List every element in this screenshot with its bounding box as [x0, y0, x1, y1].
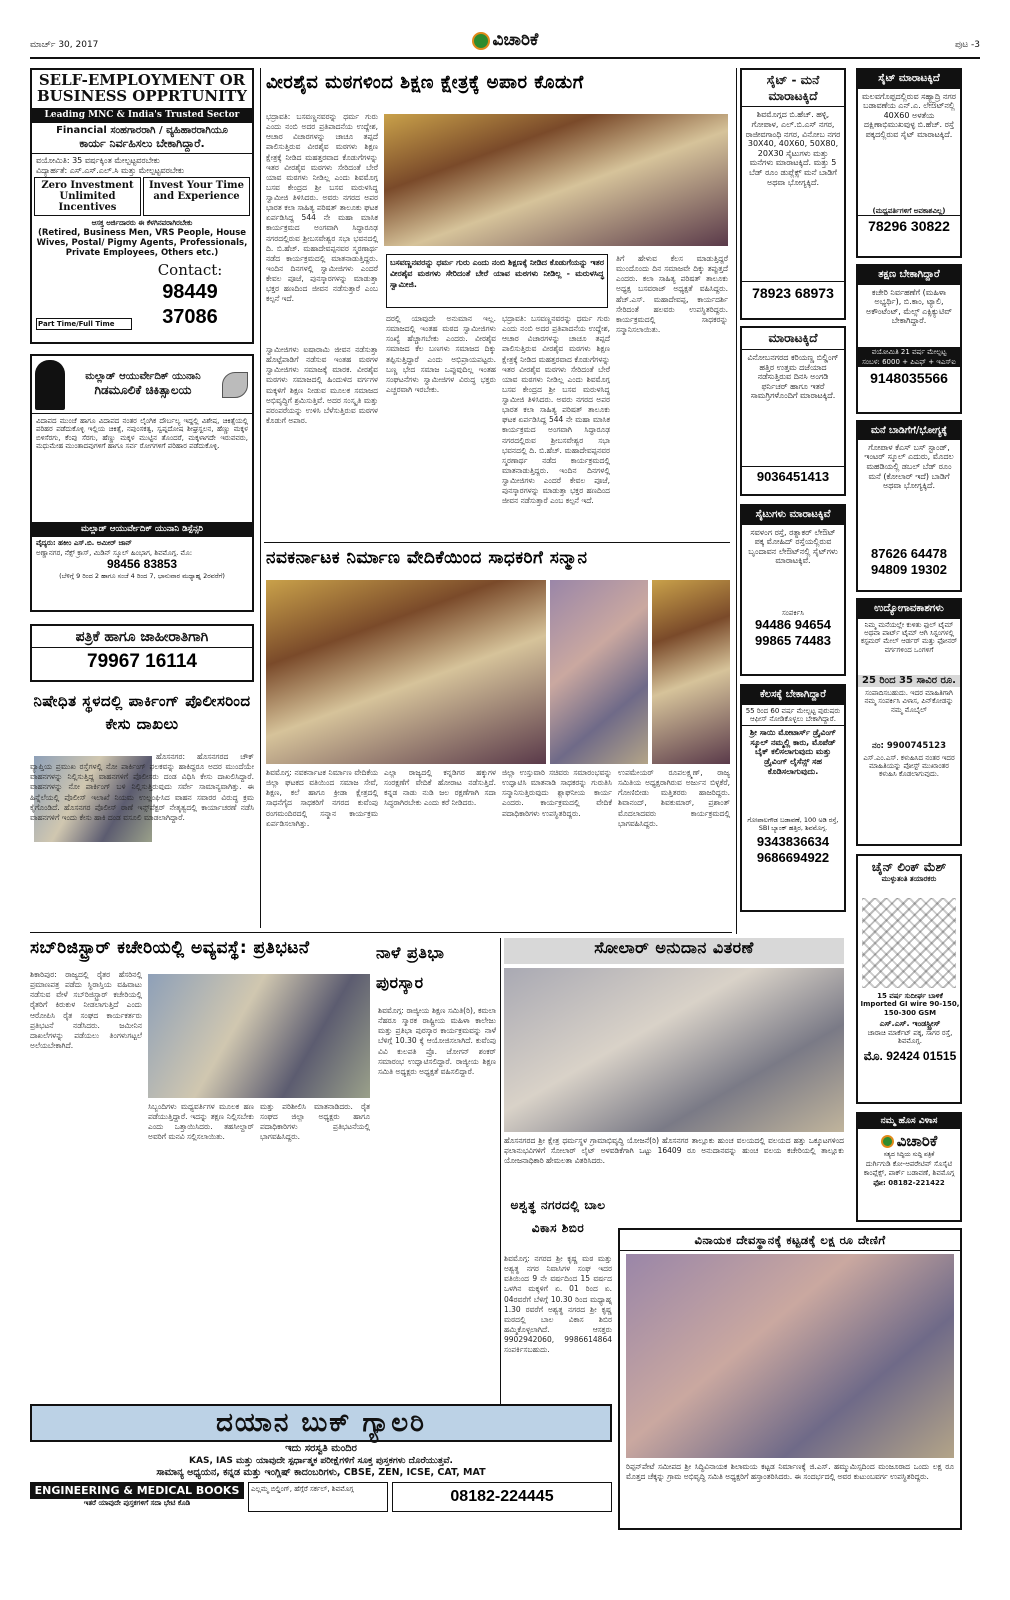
vinayaka-photo: [626, 1254, 954, 1458]
house-rent-phone2[interactable]: 94809 19302: [871, 562, 947, 578]
ayurveda-body: ವಿದಾಪದ ಮುಂಚೆ ಹಾಗೂ ವಿದಾಪದ ನಂತರ ಲೈಂಗಿಕ ದೌರ್ಬಲ್ಯ ಇದ್ದಲ್ಲಿ ವಿಶೇಷ, ಚಿಕಿತ್ಸೆಯಲ್ಲಿ ಪರಿಹರ ಪಡೆದುಕೊಳ್ಳಿ ಇಲ್ಲಿಯ ಚಿಕಿತ್ಸೆ, ನಪುಂಸಕತ್ವ, ಸ್ವಪ್ನದೋಷ ಶೀಘ್ರಸ್ಖಲನ, ಹೆಣ್ಣು ಮಕ್ಕಳ ಬಿಳಿಸೆರಗು, ಕೆಂಪು ಸೆರಗು, ಹೆಣ್ಣು ಮಕ್ಕಳ ಮುಟ್ಟಿನ ತೊಂದರೆ, ಮಕ್ಕಳಾಗದೇ ಇರುವವರು, ಮಧುಮೇಹ ಮುಂತಾದವುಗಳಿಗೆ ಹಾಗೂ ಸರ್ವ ರೋಗಗಳಿಗೆ ಪರಿಹಾರ ಪಡೆದುಕೊಳ್ಳಿ.: [36, 417, 248, 451]
patrike-phone[interactable]: 79967 16114: [87, 650, 197, 672]
vinayaka-caption: ರಿಪ್ಪನ್‌ಪೇಟೆ ಸಮೀಪದ ಶ್ರೀ ಸಿದ್ಧಿವಿನಾಯಕ ಶಿಲಾಮಯ ಕಟ್ಟಡ ನಿರ್ಮಾಣಕ್ಕೆ ಜಿ.ಎಸ್. ಹಮ್ಮುಮಿಸ್ಸದಿಂದ ಮಂಜೂರಾದ ಒಂದು ಲಕ್ಷ ರೂ ಮೊತ್ತದ ಚೆಕ್ಕನ್ನು ಗ್ರಾಮ ಅಭಿವೃದ್ಧಿ ಸಮಿತಿ ಅಧ್ಯಕ್ಷರಿಗೆ ಹಸ್ತಾಂತರಿಸಿದರು. ಈ ಸಂದರ್ಭದಲ್ಲಿ ಅವರ ಕುಟುಂಬವರ್ಗ ಉಪಸ್ಥಿತರಿದ್ದರು.: [626, 1462, 954, 1481]
site-house-sale-phone[interactable]: 78923 68973: [742, 281, 844, 303]
column-rule-2: [736, 68, 737, 934]
driving-school-address: ಗೋಪಾಲಗೌಡ ಬಡಾವಣೆ, 100 ಅಡಿ ರಸ್ತೆ, SBI ಬ್ಯಾಂಕ್ ಹತ್ತಿರ, ಶಿವಮೊಗ್ಗ.: [747, 816, 839, 833]
column-rule-3: [500, 938, 501, 1408]
chain-link-subtitle: ಮುಳ್ಳುತಂತಿ ತಯಾರಕರು: [881, 875, 937, 883]
shop-sale-phone[interactable]: 9036451413: [742, 466, 844, 485]
self-employment-ad: [30, 68, 254, 344]
self-employment-line2: ಕಾರ್ಯ ನಿರ್ವಹಿಸಲು ಬೇಕಾಗಿದ್ದಾರೆ.: [79, 137, 205, 151]
urgent-wanted-salary: ಸಂಬಳ: 6000 + ಪಿಎಫ್ + ಇಎಸ್‌ಐ: [858, 357, 960, 367]
veerashaiva-col2: ದರಲ್ಲಿ ಯಾವುದೇ ಅನುಮಾನ ಇಲ್ಲ. ಸಮಾಜದಲ್ಲಿ ಇಂತಹ ಮಠದ ಸ್ವಾಮೀಜಿಗಳು ಸಂಖ್ಯೆ ಹೆಚ್ಚಾಗಬೇಕು ಎಂದರು. ವೀರಶೈವ ಸಮಾಜದ ಕೆಲ ಬಣಗಳು ಸಮಾಜದ ದಿಕ್ಕು ತಪ್ಪಿಸುತ್ತಿದ್ದಾರೆ ಎಂದು ಅಭಿಪ್ರಾಯಪಟ್ಟರು. ಬಣ್ಣ ಭೇದ ಸಮಾಜ ಒಪ್ಪುವುದಿಲ್ಲ ಇಂತಹ ಸಂಘಟನೆಗಳು ಸ್ವಾಮೀಜಿಗಳ ವಿರುದ್ಧ ಭಕ್ತರು ಎಚ್ಚರವಾಗಿ ಇರಬೇಕು.: [386, 314, 496, 394]
ayurveda-doctor: ವೈದ್ಯರು: ಹಕೀಂ ಎಸ್.ಬಿ. ಅಮೀರ್ ಜಾನ್: [36, 538, 132, 547]
sites-sale-contact: ಸಂಪರ್ಕಿಸಿ: [782, 608, 804, 617]
self-employment-age: ವಯೋಮಿತಿ: 35 ವರ್ಷಕ್ಕಿಂತ ಮೇಲ್ಪಟ್ಟವರಬೇಕು: [32, 153, 252, 166]
driving-school-phone1[interactable]: 9343836634: [756, 833, 830, 849]
section-rule-2: [30, 932, 732, 933]
contact-label: Contact:: [157, 261, 223, 280]
job-opportunities-salary: 25 ರಿಂದ 35 ಸಾವಿರ ರೂ.: [858, 675, 960, 688]
chain-mesh-image: [862, 898, 956, 988]
page-number: ಪುಟ -3: [954, 40, 980, 50]
part-time-label: Part Time/Full Time: [36, 318, 132, 330]
solar-photo: [504, 968, 844, 1132]
driving-school-phone2[interactable]: 9686694922: [756, 850, 830, 866]
new-address-title: ನಮ್ಮ ಹೊಸ ವಿಳಾಸ: [858, 1114, 960, 1129]
invest-time-box: Invest Your Time and Experience: [143, 177, 250, 216]
solar-headline: ಸೋಲಾರ್ ಅನುದಾನ ವಿತರಣೆ: [504, 938, 844, 964]
ayurveda-address: ಅಣ್ಣಾನಗರ, ನೆಕ್ಸ್ ಕ್ರಾಸ್, ಮಿಡಿನ್ ಸ್ಕೂಲ್ ಹಿಂಭಾಗ, ಶಿವಮೊಗ್ಗ. ಮೊ:: [36, 549, 193, 558]
engineering-block: [30, 1482, 244, 1512]
navakarnataka-col2: ಎಲ್ಲಾ ರಾಜ್ಯದಲ್ಲಿ ಕನ್ನಡಿಗರ ಹಕ್ಕುಗಳ ಸಂರಕ್ಷಣೆಗೆ ವೇದಿಕೆ ಹೋರಾಟ ನಡೆಸುತ್ತಿದೆ. ಕನ್ನಡ ನಾಡು ನುಡಿ ಜಲ ರಕ್ಷಣೆಗಾಗಿ ಸದಾ ಸಿದ್ಧರಾಗಿರಬೇಕು ಎಂದು ಕರೆ ನೀಡಿದರು.: [384, 768, 496, 808]
ashwattha-headline: ಅಶ್ವತ್ಥ ನಗರದಲ್ಲಿ ಬಾಲ ವಿಕಾಸ ಶಿಬಿರ: [510, 1198, 606, 1235]
vinayaka-story: [618, 1228, 962, 1530]
book-gallery-address: ಎಲ್ಲಮ್ಮ ಬಿಲ್ಡಿಂಗ್, ಹೆಗ್ಗೆರೆ ಸರ್ಕಲ್, ಶಿವಮೊಗ್ಗ: [248, 1482, 388, 1512]
vinayaka-headline: ವಿನಾಯಕ ದೇವಸ್ಥಾನಕ್ಕೆ ಕಟ್ಟಡಕ್ಕೆ ಲಕ್ಷ ರೂ ದೇಣಿಗೆ: [620, 1230, 960, 1251]
urgent-wanted-title: ತಕ್ಷಣ ಬೇಕಾಗಿದ್ದಾರೆ: [858, 266, 960, 285]
job-opportunities-body: ನಿಮ್ಮ ಮನೆಯಲ್ಲೇ ಕುಳಿತು ಫುಲ್ ಟೈಮ್ ಅಥವಾ ಪಾರ್ಟ್ ಟೈಮ್ ಆಗಿ ಸಿಸ್ಟಂಗಳಲ್ಲಿ ಕಸ್ಟಮರ್ ಮೇಲ್ ಆರ್ಡರ್ ಮತ್ತು ಫೋನರ್ ವರ್ಗಗಳಿಂದ ಒಂಗಳಿಗೆ: [860, 620, 958, 654]
chain-link-maker: ಎಸ್.ಎಸ್. ಇಂಡಸ್ಟ್ರೀಸ್: [879, 1019, 941, 1029]
chain-link-ad: [856, 854, 962, 1104]
urgent-wanted-ad: [856, 264, 962, 414]
urgent-wanted-body: ಕಚೇರಿ ನಿರ್ವಹಣೆಗೆ (ಮಹಿಳಾ ಅಭ್ಯರ್ಥಿ), ಬಿ.ಕಾಂ, ಟ್ಯಾಲಿ, ಅಕೌಂಟೆಂಟ್, ಮೆಲ್ಸ್ ಎಕ್ಸಿಕ್ಯುಟಿವ್ ಬೇಕಾಗಿದ್ದಾರೆ.: [865, 287, 953, 326]
veerashaiva-col3-text: ಭದ್ರಾವತಿ: ಬಸವಣ್ಣನವರನ್ನು ಧರ್ಮ ಗುರು ಎಂದು ನಂಬಿ ಅದರ ಪ್ರತಿಪಾದನೆಯ ಉದ್ದೇಶ, ಆಚಾರ ವಿಚಾರಗಳನ್ನು ಚಾಚೂ ತಪ್ಪದೆ ಪಾಲಿಸುತ್ತಿರುವ ವೀರಶೈವ ಮಠಗಳು ಶಿಕ್ಷಣ ಕ್ಷೇತ್ರಕ್ಕೆ ನೀಡಿದ ಮಹತ್ತರವಾದ ಕೊಡುಗೆಗಳನ್ನು ಇತರ ವೀರಶೈವ ಮಠಗಳು ಸೇರಿದಂತೆ ಬೇರೆ ಯಾವ ಮಠಗಳು ನೀಡಿಲ್ಲ ಎಂದು ಶಿವಮೊಗ್ಗ ಬಸವ ಕೇಂದ್ರದ ಶ್ರೀ ಬಸವ ಮರುಳಸಿದ್ಧ ಸ್ವಾಮೀಜಿ ತಿಳಿಸಿದರು. ಅವರು ನಗರದ ಅಪರ ಭಾರತ ಕಲಾ ಸಾಹಿತ್ಯ ಪರಿಷತ್ ತಾಲೂಕು ಘಟಕ ಏರ್ಪಡಿಸಿದ್ದ 544 ನೇ ಮಹಾ ಮಾಸಿಕ ಕಾರ್ಯಕ್ರಮದ ಅಂಗವಾಗಿ ಸಿದ್ಧಾರೂಢ ನಗರದಲ್ಲಿರುವ ಶ್ರೀಬಸವೇಶ್ವರ ಸಭಾ ಭವನದಲ್ಲಿ ದಿ. ಬಿ.ಹೆಚ್. ಮಹಾದೇವಪ್ಪನವರ ಸ್ಮರಣಾರ್ಥ ನಡೆದ ಕಾರ್ಯಕ್ರಮದಲ್ಲಿ ಮಾತನಾಡುತ್ತಿದ್ದರು. ಇಂದಿನ ದಿನಗಳಲ್ಲಿ ಸ್ವಾಮೀಜಿಗಳು ಎಂದರೆ ಕೇವಲ ಪೂಜೆ, ಪುನಸ್ಕಾರಗಳನ್ನು ಮಾಡುತ್ತಾ ಭಕ್ತರ ಹಣದಿಂದ ಜೀವನ ನಡೆಸುತ್ತಾರೆ ಎಂಬ ಕಲ್ಪನೆ ಇದೆ.: [502, 314, 610, 506]
veerashaiva-caption: ಬಸವಣ್ಣನವರನ್ನು ಧರ್ಮ ಗುರು ಎಂದು ನಂಬಿ ಶಿಕ್ಷಣಕ್ಕೆ ನೀಡಿದ ಕೊಡುಗೆಯನ್ನು ಇತರ ವೀರಶೈವ ಮಠಗಳು ಸೇರಿದಂತೆ ಬೇರೆ ಯಾವ ಮಠಗಳು ನೀಡಿಲ್ಲ - ಮರುಳಸಿದ್ಧ ಸ್ವಾಮೀಜಿ.: [386, 254, 608, 308]
chain-link-spec2: Imported GI wire 90-150, 150-300 GSM: [860, 1000, 960, 1017]
job-opportunities-title: ಉದ್ಯೋಗಾವಕಾಶಗಳು: [858, 600, 960, 619]
urgent-wanted-age: ವಯೋಮಿತಿ 21 ವರ್ಷ ಮೇಲ್ಪಟ್ಟ: [858, 347, 960, 357]
veerashaiva-headline: ವೀರಶೈವ ಮಠಗಳಿಂದ ಶಿಕ್ಷಣ ಕ್ಷೇತ್ರಕ್ಕೆ ಅಪಾರ ಕೊಡುಗೆ: [266, 72, 584, 93]
leaf-icon: [222, 372, 248, 398]
book-gallery-line2: ಸಾಮಾನ್ಯ ಅಧ್ಯಯನ, ಕನ್ನಡ ಮತ್ತು ಇಂಗ್ಲಿಷ್ ಕಾದಂಬರಿಗಳು, CBSE, ZEN, ICSE, CAT, MAT: [156, 1466, 486, 1478]
engineering-books-label: ENGINEERING & MEDICAL BOOKS: [30, 1482, 244, 1500]
subregistrar-photo: [148, 974, 370, 1098]
sites-sale-ad: [740, 504, 846, 676]
subregistrar-col2: ಸಿಬ್ಬಂದಿಗಳು ಮಧ್ಯವರ್ತಿಗಳ ಮೂಲಕ ಹಣ ಪಡೆಯುತ್ತಿದ್ದಾರೆ. ಇದನ್ನು ತಕ್ಷಣ ನಿಲ್ಲಿಸಬೇಕು ಎಂದು ಒತ್ತಾಯಿಸಿದರು. ತಹಸೀಲ್ದಾರ್ ಅವರಿಗೆ ಮನವಿ ಸಲ್ಲಿಸಲಾಯಿತು.: [148, 1102, 254, 1142]
job-wanted-title: ಕೆಲಸಕ್ಕೆ ಬೇಕಾಗಿದ್ದಾರೆ: [742, 686, 844, 705]
ayurveda-dispensary: ಮಲ್ಲಾಡ್ ಆಯುರ್ವೇದಿಕ್ ಯುನಾನಿ ಡಿಸ್ಪೆನ್ಸರಿ: [32, 522, 252, 537]
house-rent-title: ಮನೆ ಬಾಡಿಗೆಗೆ/ಭೋಗ್ಯಕ್ಕೆ: [858, 422, 960, 440]
sites-sale-phone2[interactable]: 99865 74483: [755, 633, 831, 649]
job-opportunities-body2: ಸಂಪಾದಿಸಬಹುದು. ಇದರ ಮಾಹಿತಿಗಾಗಿ ನಮ್ಮ ಸಂಪರ್ಕಿಸಿ ವಿಳಾಸ, ಪಿನ್‌ಕೋಡನ್ನು ನಮ್ಮ ಮೊಬೈಲ್: [864, 689, 954, 714]
patrike-ad: [30, 624, 254, 682]
veerashaiva-col4: ತಿಗೆ ಹೇಳುವ ಕೆಲಸ ಮಾಡುತ್ತಿದ್ದರೆ ಮುಂದೊಂದು ದಿನ ಸಮಾಜವೇ ದಿಕ್ಕು ತಪ್ಪುತ್ತದೆ ಎಂದರು. ಕಲಾ ಸಾಹಿತ್ಯ ಪರಿಷತ್ ತಾಲೂಕು ಅಧ್ಯಕ್ಷ ಬಸವರಾಜ್ ಅಧ್ಯಕ್ಷತೆ ವಹಿಸಿದ್ದರು. ಹೆಚ್.ಎಸ್. ಮಹಾದೇವಪ್ಪ, ಕಾರ್ಯದರ್ಶಿ ಸೇರಿದಂತೆ ಹಲವರು ಉಪಸ್ಥಿತರಿದ್ದರು. ಕಾರ್ಯಕ್ರಮದಲ್ಲಿ ಸಾಧಕರನ್ನು ಸನ್ಮಾನಿಸಲಾಯಿತು.: [616, 254, 728, 334]
pratibha-body: ಶಿವಮೊಗ್ಗ: ರಾಜ್ಯೀಯ ಶಿಕ್ಷಣ ಸಮಿತಿ(ರಿ), ಕಮಲಾ ನೆಹರೂ ಸ್ಮಾರಕ ರಾಷ್ಟ್ರೀಯ ಮಹಿಳಾ ಕಾಲೇಜು ಮತ್ತು ಪ್ರತಿಭಾ ಪುರಸ್ಕಾರ ಕಾರ್ಯಕ್ರಮವನ್ನು ನಾಳೆ ಬೆಳಿಗ್ಗೆ 10.30 ಕ್ಕೆ ಆಯೋಜಿಸಲಾಗಿದೆ. ಕುವೆಂಪು ವಿವಿ ಕುಲಪತಿ ಪ್ರೊ. ಜೋಗನ್ ಶಂಕರ್ ಸಮಾರಂಭ ಉದ್ಘಾಟಿಸಲಿದ್ದಾರೆ. ರಾಜ್ಯೀಯ ಶಿಕ್ಷಣ ಸಮಿತಿ ಅಧ್ಯಕ್ಷರು ಅಧ್ಯಕ್ಷತೆ ವಹಿಸಲಿದ್ದಾರೆ.: [378, 1006, 496, 1076]
veerashaiva-photo: [384, 114, 728, 246]
masthead-title: ವಿಚಾರಿಕೆ: [492, 30, 539, 50]
veerashaiva-col3: [502, 314, 610, 540]
issue-date: ಮಾರ್ಚ್ 30, 2017: [30, 40, 99, 50]
urgent-wanted-phone[interactable]: 9148035566: [870, 370, 948, 387]
navakarnataka-photo-2: [550, 580, 648, 764]
self-employment-phone[interactable]: 98449 37086: [162, 280, 218, 328]
parking-headline: ನಿಷೇಧಿತ ಸ್ಥಳದಲ್ಲಿ ಪಾರ್ಕಿಂಗ್ ಪೊಲೀಸರಿಂದ ಕೇಸು ದಾಖಲು: [33, 692, 251, 734]
ayurveda-phone[interactable]: 98456 83853: [106, 557, 178, 572]
book-gallery-phone[interactable]: 08182-224445: [392, 1482, 612, 1512]
site-house-sale-ad: [740, 68, 846, 320]
engineering-books-sub: ಇತರೆ ಯಾವುದೇ ಪುಸ್ತಕಗಳಿಗೆ ಸದಾ ಭೇಟಿ ಕೊಡಿ: [83, 1499, 191, 1508]
ayurveda-subtitle: ಗಿಡಮೂಲಿಕೆ ಚಿಕಿತ್ಸಾಲಯ: [94, 383, 192, 398]
ayurveda-title: ಮಲ್ಲಾಡ್ ಆಯುರ್ವೇದಿಕ್ ಯುನಾನಿ: [85, 370, 201, 382]
navakarnataka-col4: ಉಪಮೇಯರ್ ರೂಪಲಕ್ಷ್ಮಣ್, ರಾಜ್ಯ ಸಮಿತಿಯ ಅಧ್ಯಕ್ಷರಾಗಿರುವ ಅರ್ಜುನ ಬಿಳ್ಳಕೆರೆ, ಗೋಣಿಬೀಡು ಮತ್ತಿತರರು ಹಾಜರಿದ್ದರು. ಶಿವಾನಂದ್, ಶಿವಕುಮಾರ್, ಪ್ರಶಾಂತ್ ಮೊದಲಾದವರು ಕಾರ್ಯಕ್ರಮದಲ್ಲಿ ಭಾಗವಹಿಸಿದ್ದರು.: [618, 768, 730, 828]
navakarnataka-headline: ನವಕರ್ನಾಟಕ ನಿರ್ಮಾಣ ವೇದಿಕೆಯಿಂದ ಸಾಧಕರಿಗೆ ಸನ್ಮಾನ: [266, 548, 588, 568]
vicharike-logo-icon: [881, 1135, 894, 1148]
vicharike-sub: ಸತ್ಯದ ಸಿದ್ಧಿಯ ಸುದ್ದಿ ಪತ್ರಿಕೆ: [883, 1151, 935, 1158]
sites-sale-body: ಸವಳಂಗ ರಸ್ತೆ, ರತ್ನಾಕರ್ ಲೇಔಟ್ ಪಕ್ಕ ಮೋಹಿದ್ ರಸ್ತೆಯಲ್ಲಿರುವ ಬೃಂದಾವನ ಲೇಔಟ್‌ನಲ್ಲಿ ಸೈಟ್‌ಗಳು ಮಾರಾಟಕ್ಕಿವೆ.: [748, 527, 838, 566]
self-employment-line1: Financial ಸಂಹಗಾರರಾಗಿ / ವ್ಯಹಿಹಾರರಾಗಿಯೂ: [56, 124, 228, 136]
shop-sale-body: ವಿನೋಬನಗರದ ಕರಿಯಣ್ಣ ಬಿಲ್ಡಿಂಗ್ ಹತ್ತಿರ ಉತ್ತಮ ದಜೆಯಾದ ನಡೆಸುತ್ತಿರುವ ದಿನಸಿ ಅಂಗಡಿ ಫರ್ನಿಚರ್ ಹಾಗೂ ಇತರೆ ಸಾಮಗ್ರಿಗಳೊಂದಿಗೆ ಮಾರಾಟಕ್ಕಿದೆ.: [747, 353, 839, 401]
subregistrar-col3: ಮತ್ತು ಪರಿಶೀಲಿಸಿ ಮಾತನಾಡಿದರು. ರೈತ ಸಂಘದ ಜಿಲ್ಲಾ ಅಧ್ಯಕ್ಷರು ಹಾಗೂ ಪದಾಧಿಕಾರಿಗಳು ಪ್ರತಿಭಟನೆಯಲ್ಲಿ ಭಾಗವಹಿಸಿದ್ದರು.: [260, 1102, 370, 1142]
book-gallery-tagline: ಇದು ಸರಸ್ವತಿ ಮಂದಿರ: [285, 1443, 357, 1454]
new-address-ad: [856, 1112, 962, 1222]
header-rule: [30, 57, 980, 59]
house-rent-ad: [856, 420, 962, 592]
job-opportunities-ad: [856, 598, 962, 846]
self-employment-bar: Leading MNC & India's Trusted Sector: [32, 108, 252, 123]
site-sale-body: ಮಲವಗೊಪ್ಪದಲ್ಲಿರುವ ಸಹ್ಯಾದ್ರಿ ನಗರ ಬಡಾವಣೆಯ ಎನ್.ಎ. ಲೇಔಟ್‌ನಲ್ಲಿ 40X60 ಅಳತೆಯ ದಕ್ಷಿಣಾಭಿಮುಖವುಳ್ಳ ಬಿ.ಹೆಚ್. ರಸ್ತೆ ಪಕ್ಕದಲ್ಲಿರುವ ಸೈಟ್ ಮಾರಾಟಕ್ಕಿದೆ.: [862, 91, 956, 139]
book-gallery-line1: KAS, IAS ಮತ್ತು ಯಾವುದೇ ಸ್ಪರ್ಧಾತ್ಮಕ ಪರೀಕ್ಷೆಗಳಿಗೆ ಸೂಕ್ತ ಪುಸ್ತಕಗಳು ದೊರೆಯುತ್ತವೆ.: [189, 1455, 453, 1466]
chain-link-address: ಚಾರಾಚಿ ಮಾರ್ಕೆಟ್ ಪಕ್ಕ, ಸಾಗರ ರಸ್ತೆ, ಶಿವಮೊಗ್ಗ.: [867, 1028, 953, 1046]
section-rule-1: [264, 542, 730, 543]
navakarnataka-photo-3: [652, 580, 730, 764]
parking-body-text: ಹೊಸನಗರ: ಹೊಸನಗರದ ಚೌಕ್ ವ್ಯಾಪ್ತಿಯ ಪ್ರಮುಖ ರಸ್ತೆಗಳಲ್ಲಿ ನೋ ಪಾರ್ಕಿಂಗ್ ಫಲಕವನ್ನು ಹಾಕಿದ್ದರೂ ಅದರ ಮುಂದೆಯೇ ವಾಹನಗಳನ್ನು ನಿಲ್ಲಿಸುತ್ತಿದ್ದ ವಾಹನಗಳಿಗೆ ಪೊಲೀಸರು ದಂಡ ವಿಧಿಸಿ ಕೇಸು ದಾಖಲಿಸಿದ್ದಾರೆ. ವಾಹನಗಳನ್ನು ನೋ ಪಾರ್ಕಿಂಗ್ ಬಳಿ ನಿಲ್ಲಿಸುತ್ತಿರುವುದು ಸರ್ವೇ ಸಾಮಾನ್ಯವಾಗಿತ್ತು. ಈ ಹಿನ್ನೆಲೆಯಲ್ಲಿ ಪೊಲೀಸ್ ಇಲಾಖೆ ನಿಯಮ ಉಲ್ಲಂಘಿಸಿದ ವಾಹನ ಸವಾರರ ವಿರುದ್ಧ ಕ್ರಮ ಕೈಗೊಂಡಿದೆ. ಹೊಸನಗರ ಪೊಲೀಸ್ ಠಾಣೆ ಇನ್ಸ್‌ಪೆಕ್ಟರ್ ನೇತೃತ್ವದಲ್ಲಿ ಕಾರ್ಯಾಚರಣೆ ನಡೆಸಿ ವಾಹನಗಳಿಗೆ ಇಂದು ಕೇಸು ಹಾಕಿ ದಂಡ ವಸೂಲಿ ಮಾಡಲಾಗಿದ್ದಾರೆ.: [30, 752, 254, 822]
chain-link-spec1: 15 ವರ್ಷ ಸುದೀರ್ಘ ಬಾಳಿಕೆ: [877, 992, 943, 1000]
vicharike-address: ದುರ್ಗಿಗುಡಿ ಕೋ-ಆಪರೇಟಿವ್ ಸೊಸೈಟಿ ಕಾಂಪ್ಲೆಕ್ಸ್, ಪಾರ್ಕ್ ಬಡಾವಣೆ, ಶಿವಮೊಗ್ಗ: [863, 1160, 955, 1177]
patrike-title: ಪತ್ರಿಕೆ ಹಾಗೂ ಜಾಹೀರಾತಿಗಾಗಿ: [32, 626, 252, 648]
sites-sale-title: ಸೈಟುಗಳು ಮಾರಾಟಕ್ಕಿವೆ: [742, 506, 844, 525]
subregistrar-headline: ಸಬ್‌ರಿಜಿಸ್ಟ್ರಾರ್ ಕಚೇರಿಯಲ್ಲಿ ಅವ್ಯವಸ್ಥೆ: ಪ್ರತಿಭಟನೆ: [30, 938, 310, 958]
subregistrar-col1: ಶಿಕಾರಿಪುರ: ರಾಜ್ಯದಲ್ಲಿ ರೈತರ ಹೆಸರಿನಲ್ಲಿ ಪ್ರಮಾಣಪತ್ರ ಪಡೆದು ಸ್ಥಿರಾಸ್ತಿಯ ವಹಿವಾಟು ನಡೆಸುವ ವೇಳೆ ಸಬ್‌ರಿಜಿಸ್ಟ್ರಾರ್ ಕಚೇರಿಯಲ್ಲಿ ರೈತರಿಗೆ ಕಿರುಕುಳ ನೀಡಲಾಗುತ್ತಿದೆ ಎಂದು ಆರೋಪಿಸಿ ರೈತ ಸಂಘದ ಕಾರ್ಯಕರ್ತರು ಪ್ರತಿಭಟನೆ ನಡೆಸಿದರು. ಜಮೀನಿನ ದಾಖಲೆಗಳನ್ನು ಪಡೆಯಲು ತಿಂಗಳುಗಟ್ಟಲೆ ಅಲೆಯಬೇಕಾಗಿದೆ.: [30, 970, 142, 1050]
ashwattha-body: ಶಿವಮೊಗ್ಗ: ನಗರದ ಶ್ರೀ ಕೃಷ್ಣ ಮಠ ಮತ್ತು ಅಶ್ವತ್ಥ ನಗರ ನಿವಾಸಿಗಳ ಸಂಘ ಇದರ ವತಿಯಿಂದ 9 ನೇ ವರ್ಷದಿಂದ 15 ವರ್ಷದ ಒಳಗಿನ ಮಕ್ಕಳಿಗೆ ಏ. 01 ರಿಂದ ಏ. 04ರವರೆಗೆ ಬೆಳಿಗ್ಗೆ 10.30 ರಿಂದ ಮಧ್ಯಾಹ್ನ 1.30 ರವರೆಗೆ ಅಶ್ವತ್ಥ ನಗರದ ಶ್ರೀ ಕೃಷ್ಣ ಮಠದಲ್ಲಿ ಬಾಲ ವಿಕಾಸ ಶಿಬಿರ ಹಮ್ಮಿಕೊಳ್ಳಲಾಗಿದೆ. ಆಸಕ್ತರು 9902942060, 9986614864 ಸಂಪರ್ಕಿಸಬಹುದು.: [504, 1254, 612, 1355]
veerashaiva-col2a: ಸ್ವಾಮೀಜಿಗಳು ಐಷಾರಾಮಿ ಜೀವನ ನಡೆಸುತ್ತಾ ಹೊಟ್ಟೆಪಾಡಿಗೆ ನಡೆಸುವ ಇಂತಹ ಮಠಗಳ ಸ್ವಾಮೀಜಿಗಳು ಸಮಾಜಕ್ಕೆ ಮಾರಕ. ವೀರಶೈವ ಮಠಗಳು ಸಮಾಜದಲ್ಲಿ ಹಿಂದುಳಿದ ವರ್ಗಗಳ ಮಕ್ಕಳಿಗೆ ಶಿಕ್ಷಣ ನೀಡುವ ಮೂಲಕ ಸಮಾಜದ ಅಭಿವೃದ್ಧಿಗೆ ಶ್ರಮಿಸುತ್ತಿವೆ. ಅದರ ಸಂಸ್ಕೃತಿ ಮತ್ತು ಪರಂಪರೆಯನ್ನು ಉಳಿಸಿ ಬೆಳೆಸುತ್ತಿರುವ ಮಠಗಳ ಕೊಡುಗೆ ಅಪಾರ.: [266, 345, 378, 425]
job-wanted-ad: [740, 684, 846, 912]
site-sale-phone[interactable]: 78296 30822: [858, 215, 960, 236]
site-house-sale-title: ಸೈಟ್ - ಮನೆ ಮಾರಾಟಕ್ಕಿದೆ: [742, 70, 844, 107]
job-wanted-age: 55 ರಿಂದ 60 ವರ್ಷ ಮೇಲ್ಪಟ್ಟ ಪುರುಷರು ಆಫೀಸ್ ನೋಡಿಕೊಳ್ಳಲು ಬೇಕಾಗಿದ್ದಾರೆ.: [742, 705, 844, 727]
vicharike-phone[interactable]: ಫೋ: 08182-221422: [873, 1178, 945, 1187]
parking-body: [30, 752, 254, 927]
navakarnataka-col3: ಜಿಲ್ಲಾ ಉಸ್ತುವಾರಿ ಸಚಿವರು ಸಮಾರಂಭವನ್ನು ಉದ್ಘಾಟಿಸಿ ಮಾತನಾಡಿ ಸಾಧಕರನ್ನು ಗುರುತಿಸಿ ಸನ್ಮಾನಿಸುತ್ತಿರುವುದು ಶ್ಲಾಘನೀಯ ಕಾರ್ಯ ಎಂದರು. ಕಾರ್ಯಕ್ರಮದಲ್ಲಿ ವೇದಿಕೆ ಪದಾಧಿಕಾರಿಗಳು ಉಪಸ್ಥಿತರಿದ್ದರು.: [502, 768, 612, 818]
chain-link-phone[interactable]: ಮೊ. 92424 01515: [863, 1048, 957, 1063]
veerashaiva-col1: ಭದ್ರಾವತಿ: ಬಸವಣ್ಣನವರನ್ನು ಧರ್ಮ ಗುರು ಎಂದು ನಂಬಿ ಅದರ ಪ್ರತಿಪಾದನೆಯ ಉದ್ದೇಶ, ಆಚಾರ ವಿಚಾರಗಳನ್ನು ಚಾಚೂ ತಪ್ಪದೆ ಪಾಲಿಸುತ್ತಿರುವ ವೀರಶೈವ ಮಠಗಳು ಶಿಕ್ಷಣ ಕ್ಷೇತ್ರಕ್ಕೆ ನೀಡಿದ ಮಹತ್ತರವಾದ ಕೊಡುಗೆಗಳನ್ನು ಇತರ ವೀರಶೈವ ಮಠಗಳು ಸೇರಿದಂತೆ ಬೇರೆ ಯಾವ ಮಠಗಳು ನೀಡಿಲ್ಲ ಎಂದು ಶಿವಮೊಗ್ಗ ಬಸವ ಕೇಂದ್ರದ ಶ್ರೀ ಬಸವ ಮರುಳಸಿದ್ಧ ಸ್ವಾಮೀಜಿ ತಿಳಿಸಿದರು. ಅವರು ನಗರದ ಅಪರ ಭಾರತ ಕಲಾ ಸಾಹಿತ್ಯ ಪರಿಷತ್ ತಾಲೂಕು ಘಟಕ ಏರ್ಪಡಿಸಿದ್ದ 544 ನೇ ಮಹಾ ಮಾಸಿಕ ಕಾರ್ಯಕ್ರಮದ ಅಂಗವಾಗಿ ಸಿದ್ಧಾರೂಢ ನಗರದಲ್ಲಿರುವ ಶ್ರೀಬಸವೇಶ್ವರ ಸಭಾ ಭವನದಲ್ಲಿ ದಿ. ಬಿ.ಹೆಚ್. ಮಹಾದೇವಪ್ಪನವರ ಸ್ಮರಣಾರ್ಥ ನಡೆದ ಕಾರ್ಯಕ್ರಮದಲ್ಲಿ ಮಾತನಾಡುತ್ತಿದ್ದರು. ಇಂದಿನ ದಿನಗಳಲ್ಲಿ ಸ್ವಾಮೀಜಿಗಳು ಎಂದರೆ ಕೇವಲ ಪೂಜೆ, ಪುನಸ್ಕಾರಗಳನ್ನು ಮಾಡುತ್ತಾ ಭಕ್ತರ ಹಣದಿಂದ ಜೀವನ ನಡೆಸುತ್ತಾರೆ ಎಂಬ ಕಲ್ಪನೆ ಇದೆ.: [266, 112, 378, 304]
site-house-sale-body: ಶಿವಮೊಗ್ಗದ ಬಿ.ಹೆಚ್. ಹಳ್ಳಿ, ಗೋಪಾಳ, ಎಲ್.ಬಿ.ಎಸ್ ನಗರ, ರಾಜೀವಗಾಂಧಿ ನಗರ, ವಿನೋಬ ನಗರ 30X40, 40X60, 50X80, 20X30 ಸೈಟುಗಳು ಮತ್ತು ಮನೆಗಳು ಮಾರಾಟಕ್ಕಿದೆ. ಮತ್ತು 5 ಬೆಡ್ ರೂಂ ಡುಪ್ಲೆಕ್ಸ್ ಮನೆ ಬಾಡಿಗೆ ಅಥವಾ ಭೋಗ್ಯಕ್ಕಿದೆ.: [745, 110, 841, 187]
solar-caption: ಹೊಸನಗರದ ಶ್ರೀ ಕ್ಷೇತ್ರ ಧರ್ಮಸ್ಥಳ ಗ್ರಾಮಾಭಿವೃದ್ಧಿ ಯೋಜನೆ(ರಿ) ಹೊಸನಗರ ತಾಲ್ಲೂಕು ಹುಂಚ ವಲಯದಲ್ಲಿ ವಲಯದ ಹತ್ತು ಒಕ್ಕೂಟಗಳಿಂದ ಫಲಾನುಭವಿಗಳಿಗೆ ಸೋಲಾರ್ ಲೈಟ್ ಅಳವಡಿಕೆಗಾಗಿ ಒಟ್ಟು 16409 ರೂ ಅನುದಾನವನ್ನು ಹುಂಚ ವಲಯ ಕಚೇರಿಯಲ್ಲಿ ತಾಲ್ಲೂಕು ಯೋಜನಾಧಿಕಾರಿ ಹೇಮಲತಾ ವಿತರಿಸಿದರು.: [504, 1136, 844, 1165]
job-opportunities-body3: ಎಸ್.ಎಂ.ಎಸ್. ಕಳುಹಿಸಿದ ನಂತರ ಇದರ ಮಾಹಿತಿಯನ್ನು ಪೋಸ್ಟ್ ಮುಖಾಂತರ ಕಳುಹಿಸಿ ಕೊಡಲಾಗುವುದು.: [863, 753, 955, 779]
ayurveda-ad: [30, 354, 254, 612]
masthead-logo-icon: [472, 32, 490, 50]
applicants-heading: ಆಸಕ್ತ ಅರ್ಜಿದಾರರು ಈ ಕೆಳಗಿನವರಾಗಿರಬೇಕು: [91, 219, 193, 228]
site-sale-note: (ಮಧ್ಯವರ್ತಿಗಳಿಗೆ ಅವಕಾಶವಿಲ್ಲ): [872, 206, 946, 215]
book-gallery-ad: [30, 1404, 612, 1530]
driving-school-text: ಶ್ರೀ ಸಾಯಿ ಮೋಟಾರ್ಸ್ ಡ್ರೈವಿಂಗ್ ಸ್ಕೂಲ್ ನಮ್ಮಲ್ಲಿ ಕಾರು, ಮೊಪೆಡ್ ಬೈಕ್ ಕಲಿಸಲಾಗುವುದು ಮತ್ತು ಡ್ರೈವಿಂಗ್ ಲೈಸೆನ್ಸ್ ಸಹ ಕೊಡಿಸಲಾಗುವುದು.: [749, 728, 837, 776]
pratibha-headline: ನಾಳೆ ಪ್ರತಿಭಾ ಪುರಸ್ಕಾರ: [376, 943, 445, 993]
site-sale-title: ಸೈಟ್ ಮಾರಾಟಕ್ಕಿದೆ: [858, 70, 960, 89]
column-rule-1: [260, 68, 261, 928]
shop-sale-ad: [740, 326, 846, 496]
job-opportunities-phone[interactable]: ನಂ: 9900745123: [872, 741, 946, 751]
site-sale-ad: [856, 68, 962, 258]
chain-link-title: ಚೈನ್ ಲಿಂಕ್ ಮೆಶ್: [871, 860, 947, 874]
navakarnataka-col1: ಶಿವಮೊಗ್ಗ: ನವಕರ್ನಾಟಕ ನಿರ್ಮಾಣ ವೇದಿಕೆಯ ಜಿಲ್ಲಾ ಘಟಕದ ವತಿಯಿಂದ ಸಮಾಜ ಸೇವೆ, ಶಿಕ್ಷಣ, ಕಲೆ ಹಾಗೂ ಕ್ರೀಡಾ ಕ್ಷೇತ್ರದಲ್ಲಿ ಸಾಧನೆಗೈದ ಸಾಧಕರಿಗೆ ನಗರದ ಕುವೆಂಪು ರಂಗಮಂದಿರದಲ್ಲಿ ಸನ್ಮಾನ ಕಾರ್ಯಕ್ರಮ ಏರ್ಪಡಿಸಲಾಗಿತ್ತು.: [266, 768, 378, 828]
zero-investment-box: Zero Investment Unlimited Incentives: [34, 177, 141, 216]
ayurveda-timing: (ಬೆಳಿಗ್ಗೆ 9 ರಿಂದ 2 ಹಾಗೂ ಸಂಜೆ 4 ರಿಂದ 7, ಭಾನುವಾರ ಮಧ್ಯಾಹ್ನ 2ರವರೆಗೆ): [59, 572, 225, 581]
house-rent-body: ಗೋಪಾಳ ಕೆಎಸ್ ಬಸ್ ಸ್ಟಾಂಡ್, ಇಂಟರ್ ಸ್ಕೂಲ್ ಎದುರು, ಮೊದಲ ಮಹಡಿಯಲ್ಲಿ ಡಬಲ್ ಬೆಡ್ ರೂಂ ಮನೆ (ಕೋಲಾರ್ ಇದೆ) ಬಾಡಿಗೆ ಅಥವಾ ಭೋಗ್ಯಕ್ಕಿದೆ.: [864, 442, 954, 491]
silhouette-icon: [35, 360, 65, 410]
book-gallery-title: ದಯಾನ ಬುಕ್ ಗ್ಯಾಲರಿ: [30, 1404, 612, 1442]
self-employment-edu: ವಿದ್ಯಾರ್ಹತೆ: ಎಸ್.ಎಸ್.ಎಲ್.ಸಿ ಮತ್ತು ಮೇಲ್ಪಟ್ಟವರಬೇಕು: [36, 165, 185, 175]
shop-sale-title: ಮಾರಾಟಕ್ಕಿದೆ: [742, 328, 844, 350]
masthead[interactable]: [430, 30, 580, 54]
house-rent-phone1[interactable]: 87626 64478: [871, 545, 947, 561]
navakarnataka-photo-1: [266, 580, 546, 764]
self-employment-title: SELF-EMPLOYMENT OR BUSINESS OPPRTUNITY: [37, 71, 247, 105]
sites-sale-phone1[interactable]: 94486 94654: [755, 616, 831, 632]
vicharike-logo: ವಿಚಾರಿಕೆ: [896, 1132, 938, 1151]
applicants-list: (Retired, Business Men, VRS People, House Wives, Postal/ Pigmy Agents, Professionals, Private Employees, Others etc.): [36, 227, 248, 258]
